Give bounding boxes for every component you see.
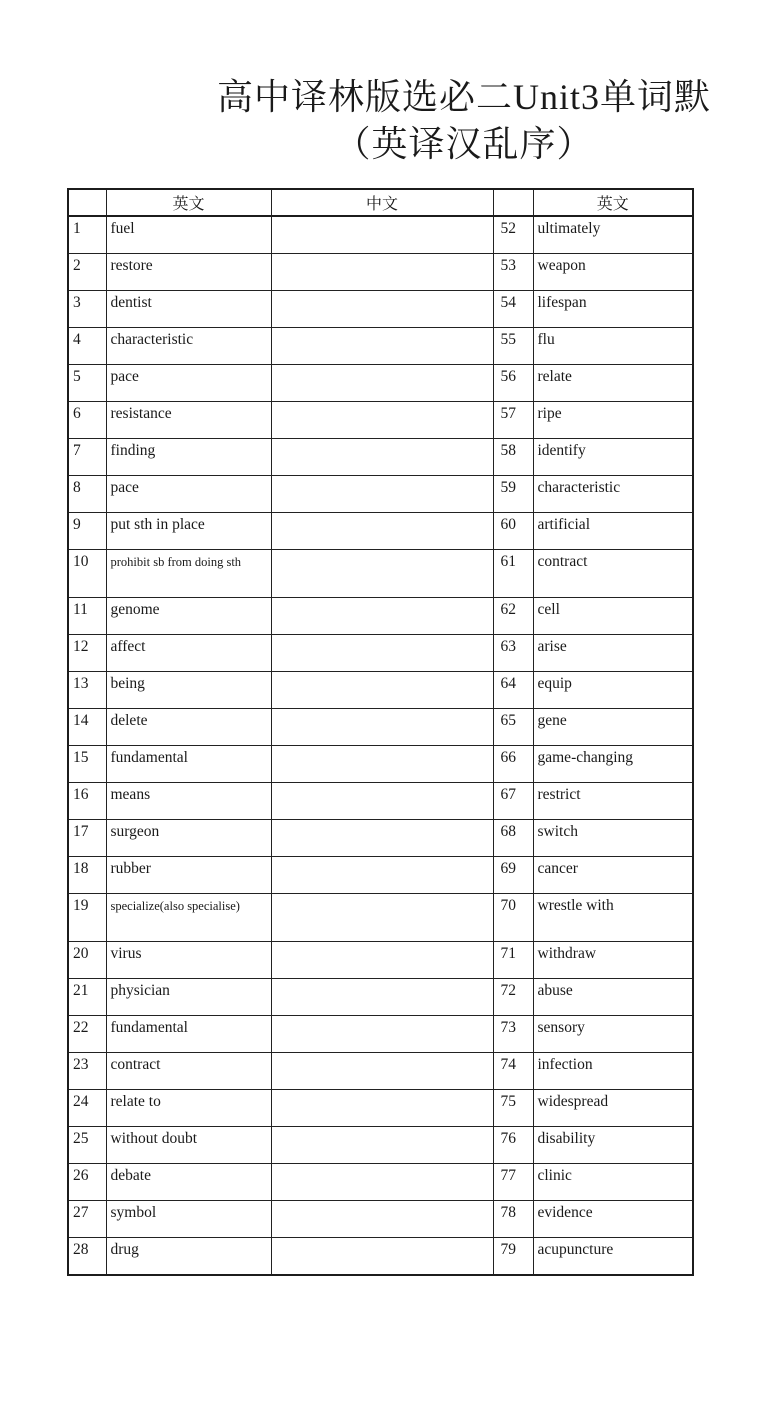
right-row-number: 76 bbox=[493, 1127, 533, 1164]
english-word-left: virus bbox=[106, 942, 271, 979]
english-word-left: relate to bbox=[106, 1090, 271, 1127]
chinese-answer-cell bbox=[271, 365, 493, 402]
table-row bbox=[68, 820, 693, 857]
chinese-answer-cell bbox=[271, 1127, 493, 1164]
table-row bbox=[68, 402, 693, 439]
english-word-right: acupuncture bbox=[533, 1238, 693, 1276]
right-row-number: 60 bbox=[493, 513, 533, 550]
english-word-right: cell bbox=[533, 598, 693, 635]
chinese-answer-cell bbox=[271, 1016, 493, 1053]
english-word-left: fundamental bbox=[106, 1016, 271, 1053]
table-row bbox=[68, 635, 693, 672]
header-chinese: 中文 bbox=[271, 189, 493, 216]
english-word-left: put sth in place bbox=[106, 513, 271, 550]
right-row-number: 70 bbox=[493, 894, 533, 942]
chinese-answer-cell bbox=[271, 598, 493, 635]
english-word-left: dentist bbox=[106, 291, 271, 328]
chinese-answer-cell bbox=[271, 513, 493, 550]
left-row-number: 8 bbox=[68, 476, 106, 513]
chinese-answer-cell bbox=[271, 328, 493, 365]
right-row-number: 78 bbox=[493, 1201, 533, 1238]
left-row-number: 2 bbox=[68, 254, 106, 291]
english-word-right: relate bbox=[533, 365, 693, 402]
english-word-left: finding bbox=[106, 439, 271, 476]
left-row-number: 10 bbox=[68, 550, 106, 598]
chinese-answer-cell bbox=[271, 254, 493, 291]
english-word-right: flu bbox=[533, 328, 693, 365]
english-word-right: withdraw bbox=[533, 942, 693, 979]
right-row-number: 77 bbox=[493, 1164, 533, 1201]
chinese-answer-cell bbox=[271, 942, 493, 979]
right-row-number: 59 bbox=[493, 476, 533, 513]
left-row-number: 6 bbox=[68, 402, 106, 439]
left-row-number: 1 bbox=[68, 216, 106, 254]
english-word-right: widespread bbox=[533, 1090, 693, 1127]
left-row-number: 7 bbox=[68, 439, 106, 476]
english-word-left: rubber bbox=[106, 857, 271, 894]
right-row-number: 67 bbox=[493, 783, 533, 820]
english-word-right: characteristic bbox=[533, 476, 693, 513]
chinese-answer-cell bbox=[271, 820, 493, 857]
table-row bbox=[68, 1127, 693, 1164]
chinese-answer-cell bbox=[271, 783, 493, 820]
chinese-answer-cell bbox=[271, 1238, 493, 1276]
right-row-number: 65 bbox=[493, 709, 533, 746]
english-word-left: fuel bbox=[106, 216, 271, 254]
right-row-number: 75 bbox=[493, 1090, 533, 1127]
chinese-answer-cell bbox=[271, 291, 493, 328]
english-word-left: drug bbox=[106, 1238, 271, 1276]
chinese-answer-cell bbox=[271, 439, 493, 476]
english-word-left: physician bbox=[106, 979, 271, 1016]
vocab-table bbox=[67, 188, 694, 1276]
english-word-left: surgeon bbox=[106, 820, 271, 857]
table-row bbox=[68, 857, 693, 894]
left-row-number: 23 bbox=[68, 1053, 106, 1090]
left-row-number: 12 bbox=[68, 635, 106, 672]
chinese-answer-cell bbox=[271, 476, 493, 513]
english-word-right: infection bbox=[533, 1053, 693, 1090]
header-num-right bbox=[493, 189, 533, 216]
english-word-left: restore bbox=[106, 254, 271, 291]
english-word-left: pace bbox=[106, 476, 271, 513]
right-row-number: 74 bbox=[493, 1053, 533, 1090]
english-word-right: ultimately bbox=[533, 216, 693, 254]
table-row bbox=[68, 746, 693, 783]
table-row bbox=[68, 476, 693, 513]
english-word-left: characteristic bbox=[106, 328, 271, 365]
english-word-right: lifespan bbox=[533, 291, 693, 328]
english-word-left: means bbox=[106, 783, 271, 820]
table-row bbox=[68, 942, 693, 979]
english-word-left: without doubt bbox=[106, 1127, 271, 1164]
table-row bbox=[68, 291, 693, 328]
left-row-number: 5 bbox=[68, 365, 106, 402]
left-row-number: 14 bbox=[68, 709, 106, 746]
table-row bbox=[68, 1053, 693, 1090]
chinese-answer-cell bbox=[271, 979, 493, 1016]
right-row-number: 58 bbox=[493, 439, 533, 476]
left-row-number: 9 bbox=[68, 513, 106, 550]
left-row-number: 11 bbox=[68, 598, 106, 635]
header-num-left bbox=[68, 189, 106, 216]
left-row-number: 19 bbox=[68, 894, 106, 942]
right-row-number: 55 bbox=[493, 328, 533, 365]
left-row-number: 18 bbox=[68, 857, 106, 894]
english-word-right: game-changing bbox=[533, 746, 693, 783]
english-word-right: weapon bbox=[533, 254, 693, 291]
right-row-number: 66 bbox=[493, 746, 533, 783]
chinese-answer-cell bbox=[271, 1090, 493, 1127]
table-row bbox=[68, 216, 693, 254]
english-word-right: arise bbox=[533, 635, 693, 672]
table-row bbox=[68, 894, 693, 942]
table-row bbox=[68, 1238, 693, 1276]
left-row-number: 13 bbox=[68, 672, 106, 709]
right-row-number: 64 bbox=[493, 672, 533, 709]
title-line-2: （英译汉乱序） bbox=[334, 124, 594, 164]
right-row-number: 53 bbox=[493, 254, 533, 291]
english-word-left: symbol bbox=[106, 1201, 271, 1238]
table-row bbox=[68, 598, 693, 635]
right-row-number: 68 bbox=[493, 820, 533, 857]
english-word-left: affect bbox=[106, 635, 271, 672]
right-row-number: 73 bbox=[493, 1016, 533, 1053]
english-word-right: contract bbox=[533, 550, 693, 598]
table-row bbox=[68, 783, 693, 820]
left-row-number: 20 bbox=[68, 942, 106, 979]
page-title bbox=[166, 74, 761, 168]
left-row-number: 17 bbox=[68, 820, 106, 857]
vocab-table-body bbox=[68, 216, 693, 1275]
english-word-right: cancer bbox=[533, 857, 693, 894]
header-row bbox=[68, 189, 693, 216]
left-row-number: 27 bbox=[68, 1201, 106, 1238]
left-row-number: 25 bbox=[68, 1127, 106, 1164]
english-word-right: clinic bbox=[533, 1164, 693, 1201]
table-row bbox=[68, 550, 693, 598]
table-row bbox=[68, 709, 693, 746]
english-word-right: disability bbox=[533, 1127, 693, 1164]
english-word-right: gene bbox=[533, 709, 693, 746]
right-row-number: 71 bbox=[493, 942, 533, 979]
table-row bbox=[68, 1090, 693, 1127]
english-word-left: being bbox=[106, 672, 271, 709]
right-row-number: 56 bbox=[493, 365, 533, 402]
right-row-number: 61 bbox=[493, 550, 533, 598]
english-word-left: pace bbox=[106, 365, 271, 402]
english-word-right: abuse bbox=[533, 979, 693, 1016]
english-word-right: wrestle with bbox=[533, 894, 693, 942]
table-row bbox=[68, 1016, 693, 1053]
right-row-number: 63 bbox=[493, 635, 533, 672]
right-row-number: 52 bbox=[493, 216, 533, 254]
left-row-number: 3 bbox=[68, 291, 106, 328]
table-row bbox=[68, 1164, 693, 1201]
left-row-number: 26 bbox=[68, 1164, 106, 1201]
english-word-right: identify bbox=[533, 439, 693, 476]
left-row-number: 4 bbox=[68, 328, 106, 365]
table-row bbox=[68, 254, 693, 291]
table-row bbox=[68, 328, 693, 365]
chinese-answer-cell bbox=[271, 635, 493, 672]
left-row-number: 21 bbox=[68, 979, 106, 1016]
chinese-answer-cell bbox=[271, 857, 493, 894]
right-row-number: 69 bbox=[493, 857, 533, 894]
chinese-answer-cell bbox=[271, 550, 493, 598]
chinese-answer-cell bbox=[271, 1201, 493, 1238]
chinese-answer-cell bbox=[271, 216, 493, 254]
chinese-answer-cell bbox=[271, 402, 493, 439]
header-english-right: 英文 bbox=[533, 189, 693, 216]
table-row bbox=[68, 1201, 693, 1238]
english-word-left: contract bbox=[106, 1053, 271, 1090]
right-row-number: 72 bbox=[493, 979, 533, 1016]
english-word-right: restrict bbox=[533, 783, 693, 820]
english-word-right: sensory bbox=[533, 1016, 693, 1053]
english-word-left: fundamental bbox=[106, 746, 271, 783]
chinese-answer-cell bbox=[271, 709, 493, 746]
english-word-right: switch bbox=[533, 820, 693, 857]
title-line-1: 高中译林版选必二Unit3单词默 bbox=[216, 77, 711, 117]
table-row bbox=[68, 979, 693, 1016]
english-word-left: genome bbox=[106, 598, 271, 635]
table-row bbox=[68, 439, 693, 476]
english-word-right: evidence bbox=[533, 1201, 693, 1238]
chinese-answer-cell bbox=[271, 672, 493, 709]
english-word-left: specialize(also specialise) bbox=[106, 894, 271, 942]
english-word-left: delete bbox=[106, 709, 271, 746]
english-word-right: equip bbox=[533, 672, 693, 709]
left-row-number: 24 bbox=[68, 1090, 106, 1127]
chinese-answer-cell bbox=[271, 1164, 493, 1201]
right-row-number: 54 bbox=[493, 291, 533, 328]
left-row-number: 28 bbox=[68, 1238, 106, 1276]
table-row bbox=[68, 365, 693, 402]
chinese-answer-cell bbox=[271, 746, 493, 783]
header-english-left: 英文 bbox=[106, 189, 271, 216]
right-row-number: 57 bbox=[493, 402, 533, 439]
left-row-number: 16 bbox=[68, 783, 106, 820]
chinese-answer-cell bbox=[271, 1053, 493, 1090]
table-row bbox=[68, 672, 693, 709]
chinese-answer-cell bbox=[271, 894, 493, 942]
english-word-left: resistance bbox=[106, 402, 271, 439]
english-word-right: artificial bbox=[533, 513, 693, 550]
right-row-number: 79 bbox=[493, 1238, 533, 1276]
english-word-left: prohibit sb from doing sth bbox=[106, 550, 271, 598]
english-word-right: ripe bbox=[533, 402, 693, 439]
table-row bbox=[68, 513, 693, 550]
right-row-number: 62 bbox=[493, 598, 533, 635]
english-word-left: debate bbox=[106, 1164, 271, 1201]
left-row-number: 15 bbox=[68, 746, 106, 783]
left-row-number: 22 bbox=[68, 1016, 106, 1053]
